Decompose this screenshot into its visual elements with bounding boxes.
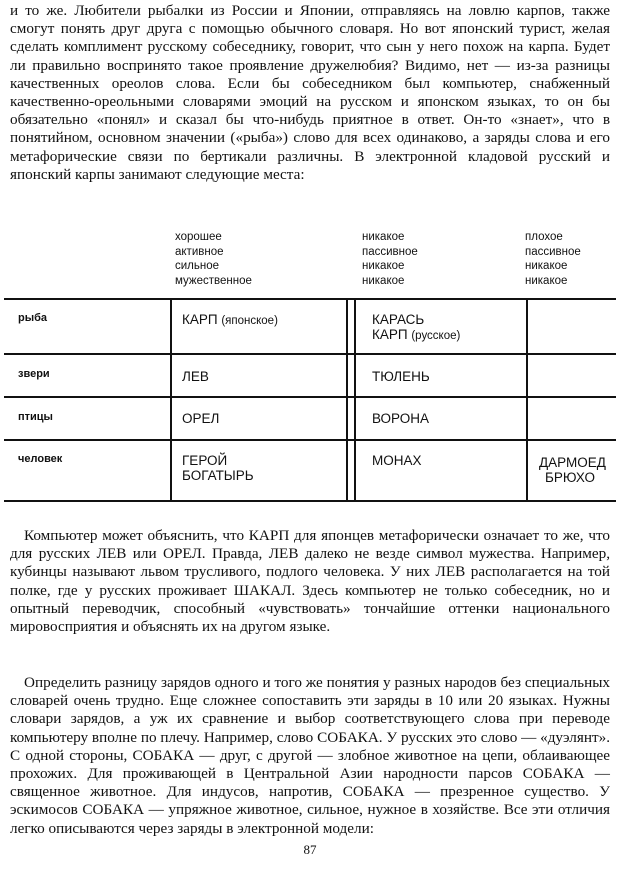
column-header-neutral	[362, 230, 418, 288]
header-word: никакое	[362, 231, 405, 243]
header-word: мужественное	[175, 274, 252, 287]
paragraph-middle	[10, 527, 610, 636]
table-top-rule	[4, 298, 616, 300]
cell-word: КАРП	[372, 327, 408, 342]
cell-word: КАРАСЬ	[372, 312, 425, 327]
paragraph-bottom	[10, 674, 610, 838]
table-row-divider	[4, 439, 616, 441]
paragraph-top: и то же. Любители рыбалки из России и Японии, отправляясь на ловлю карпов, также смогут понять друг друга с помощью обычного словаря. Но вот японский турист, желая сделать комплимент русскому собеседнику, говорит, что сын у него похож на карпа. Будет ли правильно воспринято такое проявление дружелюбия? Видимо, нет — из-за разницы качественных ореолов слова. Если бы собеседником был компьютер, снабженный качественно-ореольными словарями эмоций на русском и японском языках, то он бы обязательно «понял» и сказал бы что-нибудь приятное в ответ. Он-то «знает», что в понятийном, основном значении («рыба») слово для всех одинаково, а заряды слова и его метафорические связи по бертикали различны. В электронной кладовой русский и японский карпы занимают следующие места:	[10, 2, 610, 183]
cell-word: ЛЕВ	[182, 369, 209, 384]
cell-word: БРЮХО	[545, 470, 595, 485]
page-number: 87	[303, 842, 317, 857]
column-header-negative	[525, 230, 581, 288]
table-column-divider	[170, 298, 172, 502]
header-word: плохое	[525, 231, 563, 243]
paragraph-bottom-text: Определить разницу зарядов одного и того же понятия у разных народов без специальных словарей очень трудно. Еще сложнее сопоставить эти заряды в 10 или 20 языках. Нужны словари зарядов, а уж их сравнение и выбор соответствующего слова при переводе компьютеру вполне по плечу. Например, слово СОБАКА. У русских это слово — «дуэлянт». С одной стороны, СОБАКА — друг, с другой — злобное животное на цепи, облаивающее прохожих. Для проживающей в Центральной Азии народности парсов СОБАКА — священное животное. Для индусов, напротив, СОБАКА — презренное существо. У эскимосов СОБАКА — упряжное животное, сильное, нужное в хозяйстве. Все эти отличия легко описываются через заряды в электронной модели:	[10, 674, 610, 837]
cell-animals-neutral	[372, 369, 430, 384]
cell-human-neutral	[372, 453, 422, 468]
row-label-human: человек	[18, 453, 63, 465]
cell-word: ВОРОНА	[372, 411, 430, 426]
row-label-fish: рыба	[18, 312, 48, 324]
paragraph-middle-text: Компьютер может объяснить, что КАРП для японцев метафорически означает то же, что для русских ЛЕВ или ОРЕЛ. Правда, ЛЕВ далеко не везде символ мужества. Например, кубинцы называют львом трусливого, подлого человека. У них ЛЕВ располагается на той полке, где у русских проживает ШАКАЛ. Здесь компьютер не только собеседник, но и опытный переводчик, способный «чувствовать» тончайшие оттенки национального мировосприятия и объяснять их на другом языке.	[10, 527, 610, 636]
cell-human-negative	[539, 455, 606, 485]
table-row-divider	[4, 396, 616, 398]
cell-note: (русское)	[411, 330, 461, 342]
row-label-animals: звери	[18, 368, 50, 380]
header-word: хорошее	[175, 231, 222, 243]
table-row-divider	[4, 353, 616, 355]
table-column-divider	[526, 298, 528, 502]
header-word: никакое	[362, 260, 405, 273]
header-word: пассивное	[362, 245, 418, 258]
cell-fish-positive	[182, 312, 278, 329]
header-word: сильное	[175, 260, 220, 273]
cell-word: ТЮЛЕНЬ	[372, 369, 430, 384]
column-header-positive	[175, 230, 252, 288]
header-word: никакое	[525, 274, 568, 287]
cell-note: (японское)	[221, 315, 278, 327]
row-label-birds: птицы	[18, 411, 53, 423]
cell-fish-neutral	[372, 312, 460, 344]
header-word: никакое	[362, 274, 405, 287]
cell-word: БОГАТЫРЬ	[182, 468, 254, 483]
cell-birds-positive	[182, 411, 219, 426]
header-word: активное	[175, 245, 224, 258]
table-column-divider	[354, 298, 356, 502]
cell-animals-positive	[182, 369, 209, 384]
cell-birds-neutral	[372, 411, 429, 426]
cell-word: МОНАХ	[372, 453, 422, 468]
table-bottom-rule	[4, 500, 616, 502]
cell-word: ГЕРОЙ	[182, 453, 228, 468]
header-word: пассивное	[525, 245, 581, 258]
cell-word: ОРЕЛ	[182, 411, 220, 426]
table-column-divider	[346, 298, 348, 502]
header-word: никакое	[525, 260, 568, 273]
cell-human-positive	[182, 453, 254, 483]
cell-word: ДАРМОЕД	[539, 455, 606, 470]
cell-word: КАРП	[182, 312, 218, 327]
